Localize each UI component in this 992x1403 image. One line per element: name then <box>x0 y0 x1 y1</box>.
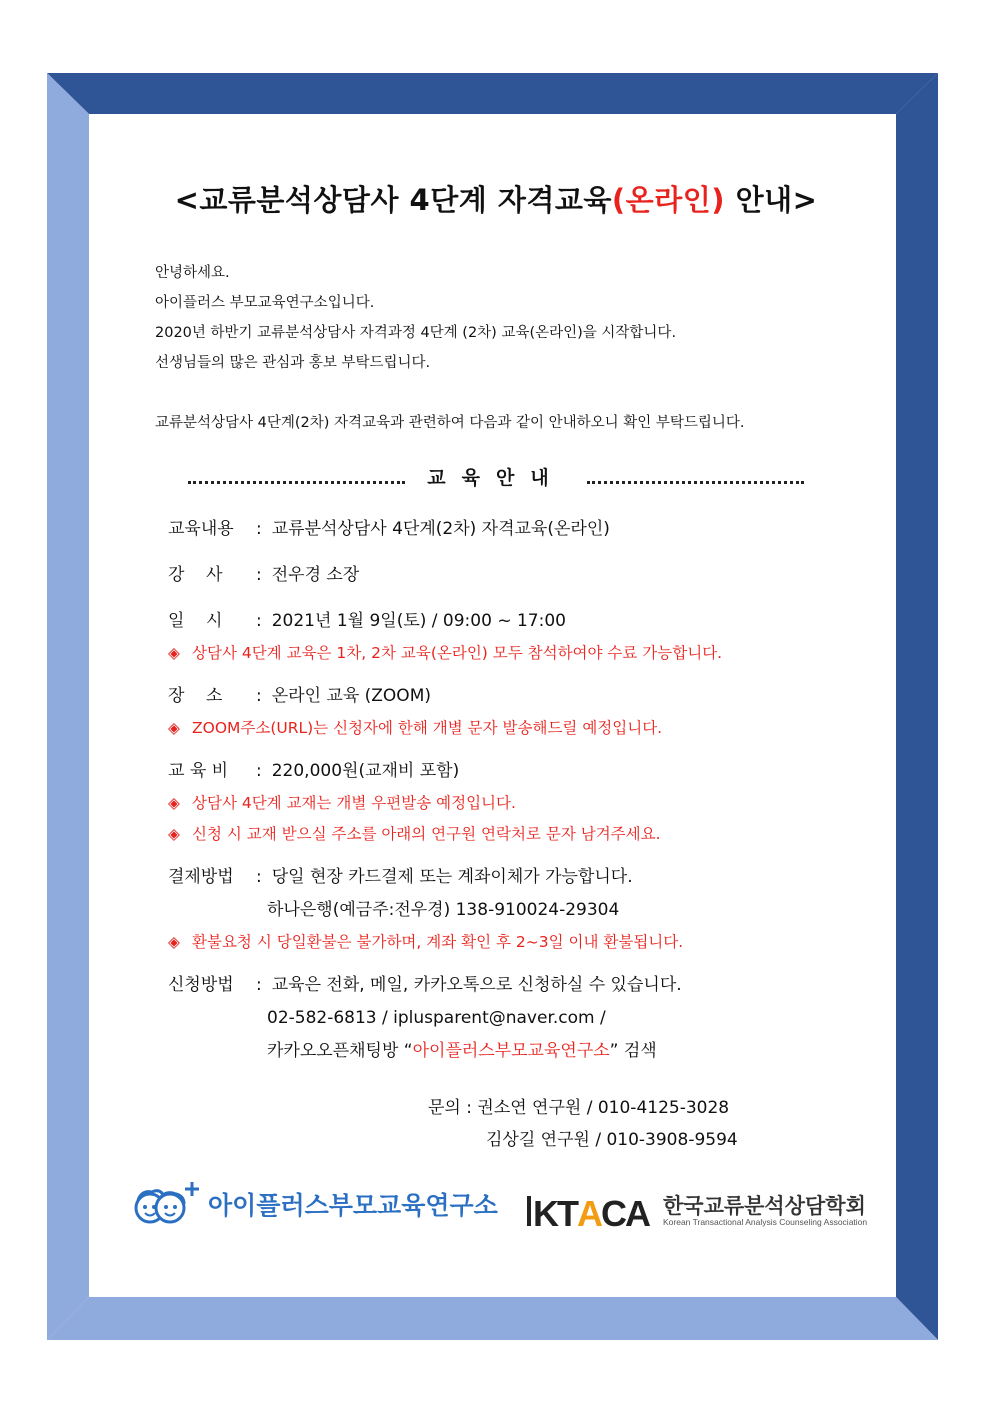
note-payment: ◈ 환불요청 시 당일환불은 불가하며, 계좌 확인 후 2~3일 이내 환불됩니다. <box>168 927 868 958</box>
diamond-icon: ◈ <box>168 644 180 662</box>
info-row-fee: 교 육 비 : 220,000원(교재비 포함) <box>168 754 868 788</box>
note-date: ◈ 상담사 4단계 교육은 1차, 2차 교육(온라인) 모두 참석하여야 수료 가능합니다. <box>168 638 868 669</box>
info-value: 당일 현장 카드결제 또는 계좌이체가 가능합니다. <box>271 867 633 887</box>
note-fee: ◈ 신청 시 교재 받으실 주소를 아래의 연구원 연락처로 문자 남겨주세요. <box>168 819 868 850</box>
info-row-payment: 결제방법 : 당일 현장 카드결제 또는 계좌이체가 가능합니다. <box>168 860 868 894</box>
iplus-logo <box>130 1176 498 1232</box>
section-label: 교육안내 <box>427 466 565 489</box>
page-title: <교류분석상담사 4단계 자격교육(온라인) 안내> <box>174 183 818 217</box>
contact-line: 문의 : 권소연 연구원 / 010-4125-3028 <box>428 1098 730 1118</box>
info-label: 교육내용 <box>168 519 234 539</box>
contact-label: 문의 : <box>428 1098 478 1118</box>
ktaca-mark <box>527 1192 659 1230</box>
diamond-icon: ◈ <box>168 719 180 737</box>
ktaca-name-ko: 한국교류분석상담학회 <box>663 1194 866 1218</box>
info-row-content: 교육내용 : 교류분석상담사 4단계(2차) 자격교육(온라인) <box>168 512 868 546</box>
info-label: 장 소 <box>168 686 223 706</box>
ktaca-name-en: Korean Transactional Analysis Counseling Association <box>663 1217 868 1227</box>
svg-text:A: A <box>577 1193 601 1230</box>
intro-line: 안녕하세요. <box>155 265 230 281</box>
section-divider <box>188 463 804 489</box>
intro-text <box>155 258 745 438</box>
svg-text:KT: KT <box>533 1193 577 1230</box>
note-fee: ◈ 상담사 4단계 교재는 개별 우편발송 예정입니다. <box>168 788 868 819</box>
diamond-icon: ◈ <box>168 933 180 951</box>
intro-line: 2020년 하반기 교류분석상담사 자격과정 4단계 (2차) 교육(온라인)을 시작합니다. <box>155 325 677 341</box>
ktaca-logo <box>527 1190 867 1232</box>
apply-contact: 02-582-6813 / iplusparent@naver.com / <box>267 1008 606 1028</box>
svg-text:CA: CA <box>601 1193 649 1230</box>
info-value: 교류분석상담사 4단계(2차) 자격교육(온라인) <box>271 519 610 539</box>
intro-line: 선생님들의 많은 관심과 홍보 부탁드립니다. <box>155 355 431 371</box>
payment-account: 하나은행(예금주:전우경) 138-910024-29304 <box>267 900 620 920</box>
intro-line: 아이플러스 부모교육연구소입니다. <box>155 295 375 311</box>
info-value: 2021년 1월 9일(토) / 09:00 ~ 17:00 <box>271 611 566 631</box>
info-value: 교육은 전화, 메일, 카카오톡으로 신청하실 수 있습니다. <box>271 975 682 995</box>
intro-line: 교류분석상담사 4단계(2차) 자격교육과 관련하여 다음과 같이 안내하오니 확인 부탁드립니다. <box>155 415 745 431</box>
inquiry-contact <box>428 1092 738 1156</box>
children-faces-icon <box>130 1178 202 1230</box>
title-highlight: (온라인) <box>611 183 725 217</box>
info-row-apply: 신청방법 : 교육은 전화, 메일, 카카오톡으로 신청하실 수 있습니다. <box>168 968 868 1002</box>
contact-line: 김상길 연구원 / 010-3908-9594 <box>486 1130 738 1150</box>
info-label: 신청방법 <box>168 975 234 995</box>
info-value: 전우경 소장 <box>271 565 360 585</box>
info-label: 교 육 비 <box>168 761 229 781</box>
dotted-line-right <box>587 469 804 484</box>
info-label: 일 시 <box>168 611 223 631</box>
dotted-line-left <box>188 469 405 484</box>
info-label: 결제방법 <box>168 867 234 887</box>
kakao-channel-name: 아이플러스부모교육연구소 <box>412 1041 610 1061</box>
note-place: ◈ ZOOM주소(URL)는 신청자에 한해 개별 문자 발송해드릴 예정입니다. <box>168 713 868 744</box>
info-label: 강 사 <box>168 565 223 585</box>
apply-kakao: 카카오오픈채팅방 “아이플러스부모교육연구소” 검색 <box>267 1041 657 1061</box>
info-row-date: 일 시 : 2021년 1월 9일(토) / 09:00 ~ 17:00 <box>168 604 868 638</box>
info-value: 온라인 교육 (ZOOM) <box>271 686 431 706</box>
info-value: 220,000원(교재비 포함) <box>271 761 460 781</box>
diamond-icon: ◈ <box>168 794 180 812</box>
iplus-logo-text: 아이플러스부모교육연구소 <box>208 1191 498 1220</box>
info-row-lecturer: 강 사 : 전우경 소장 <box>168 558 868 592</box>
diamond-icon: ◈ <box>168 825 180 843</box>
info-row-place: 장 소 : 온라인 교육 (ZOOM) <box>168 679 868 713</box>
education-info <box>168 512 868 1068</box>
